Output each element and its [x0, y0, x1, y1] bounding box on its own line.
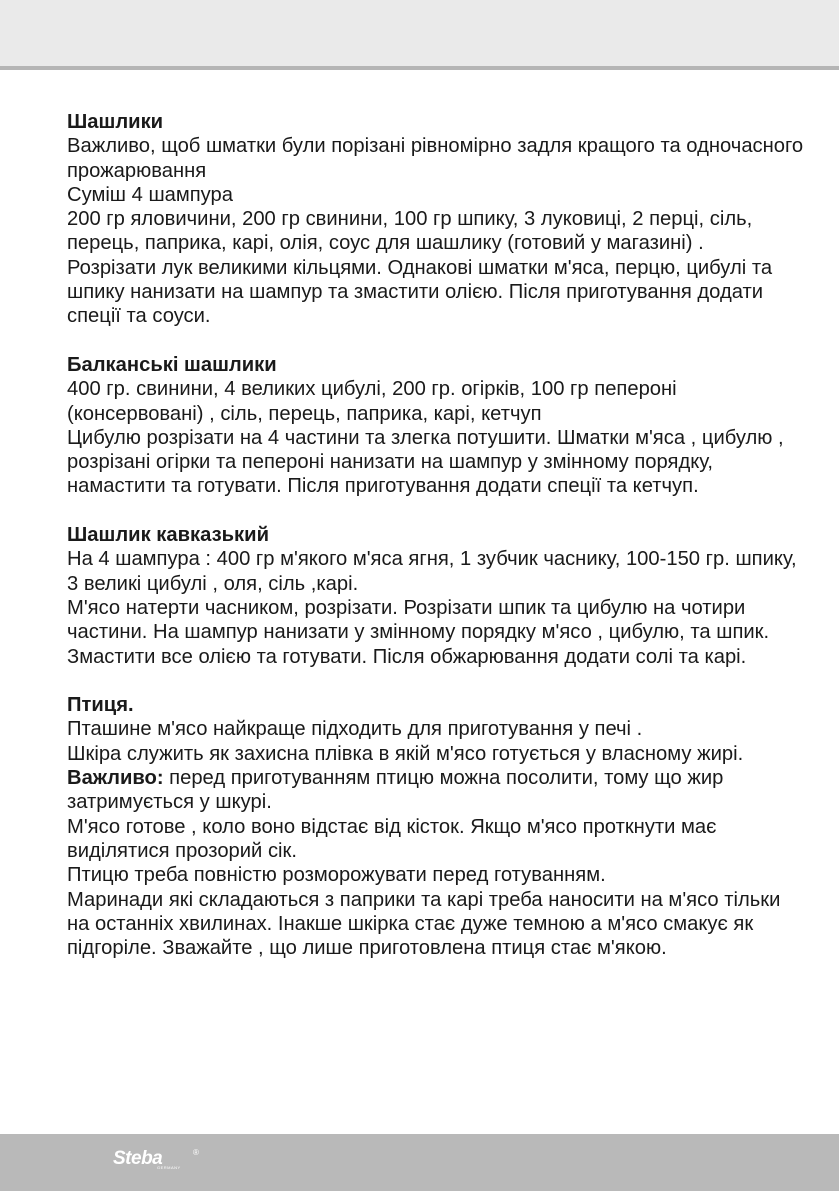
section-title: Шашлик кавказький [67, 524, 269, 547]
recipe-content [67, 110, 807, 960]
paragraph: М'ясо готове , коло воно відстає від кісток. Якщо м'ясо проткнути має виділятися прозорий сік. [67, 815, 717, 862]
paragraph: М'ясо натерти часником, розрізати. Розрізати шпик та цибулю на чотири частини. На шампур нанизати у змінному порядку м'ясо , цибулю, та шпик. Змастити все олією та готувати. Після обжарювання додати солі та карі. [67, 596, 770, 668]
paragraph: Птицю треба повністю розморожувати перед готуванням. [67, 864, 606, 887]
section-caucasian-shashlyk [67, 523, 807, 669]
paragraph: Важливо, щоб шматки були порізані рівномірно задля кращого та одночасного прожарювання [67, 135, 804, 182]
logo-subtitle: GERMANY [157, 1165, 181, 1170]
paragraph: Розрізати лук великими кільцями. Однакові шматки м'яса, перцю, цибулі та шпику нанизати на шампур та змастити олією. Після приготування додати спеції та соуси. [67, 256, 773, 328]
section-title: Птиця. [67, 694, 134, 717]
header-band [0, 0, 839, 66]
section-shashlyky [67, 110, 807, 329]
header-rule [0, 66, 839, 70]
paragraph: Цибулю розрізати на 4 частини та злегка потушити. Шматки м'яса , цибулю , розрізані огірки та пепероні нанизати на шампур у змінному порядку, намастити та готувати. Після приготування додати спеції та кетчуп. [67, 426, 784, 498]
paragraph: Маринади які складаються з паприки та карі треба наносити на м'ясо тільки на останніх хвилинах. Інакше шкірка стає дуже темною а м'ясо смакує як підгоріле. Зважайте , що лише приготовлена птиця стає м'якою. [67, 888, 781, 960]
paragraph: Суміш 4 шампура [67, 183, 234, 206]
important-note [67, 766, 807, 815]
section-balkan-shashlyky [67, 353, 807, 499]
steba-logo [113, 1149, 201, 1171]
important-text: перед приготуванням птицю можна посолити, тому що жир затримується у шкурі. [67, 767, 724, 814]
section-title: Шашлики [67, 111, 164, 133]
registered-mark: ® [193, 1148, 199, 1157]
important-lead: Важливо: [67, 767, 164, 790]
paragraph: На 4 шампура : 400 гр м'якого м'яса ягня, 1 зубчик часнику, 100-150 гр. шпику, 3 великі цибулі , оля, сіль ,карі. [67, 548, 797, 595]
paragraph: Шкіра служить як захисна плівка в якій м'ясо готується у власному жирі. [67, 742, 744, 765]
paragraph: 400 гр. свинини, 4 великих цибулі, 200 гр. огірків, 100 гр пепероні (консервовані) , сіль, перець, паприка, карі, кетчуп [67, 378, 677, 425]
paragraph: 200 гр яловичини, 200 гр свинини, 100 гр шпику, 3 луковиці, 2 перці, сіль, перець, паприка, карі, олія, соус для шашлику (готовий у магазині) . [67, 208, 753, 255]
paragraph: Пташине м'ясо найкраще підходить для приготування у печі . [67, 718, 643, 741]
section-title: Балканські шашлики [67, 353, 277, 376]
section-poultry [67, 693, 807, 960]
logo-wordmark: Steba [113, 1148, 163, 1169]
